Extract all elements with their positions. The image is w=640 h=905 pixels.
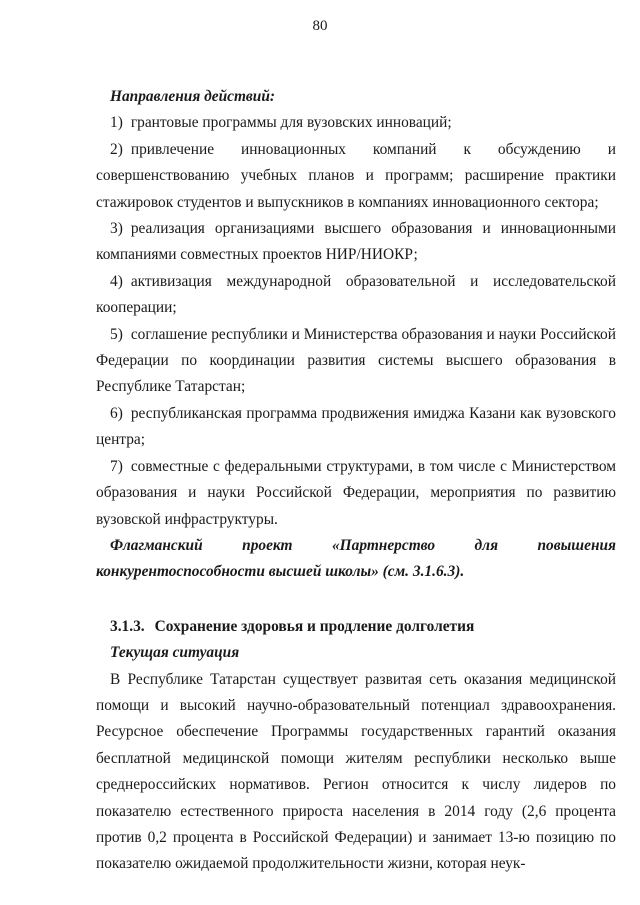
list-item <box>96 137 616 216</box>
list-marker: 5) <box>110 325 123 343</box>
section-title: Сохранение здоровья и продление долголетия <box>154 617 475 635</box>
list-marker: 2) <box>110 140 123 158</box>
flagship-project-note: Флагманский проект «Партнерство для повышения конкурентоспособности высшей школы» (см. 3.1.6.3). <box>96 536 616 581</box>
list-marker: 6) <box>110 404 123 422</box>
body-paragraph: В Республике Татарстан существует развитая сеть оказания медицинской помощи и высокий научно-образовательный потенциал здравоохранения. Ресурсное обеспечение Программы государственных гарантий оказания бесплатной медицинской помощи жителям республики несколько выше среднероссийских нормативов. Регион относится к числу лидеров по показателю естественного прироста населения в 2014 году (2,6 процента против 0,2 процента в Российской Федерации) и занимает 13-ю позицию по показателю ожидаемой продолжительности жизни, которая неук- <box>96 670 616 873</box>
list-item <box>96 454 616 533</box>
list-item <box>96 110 616 136</box>
section-heading <box>96 614 616 640</box>
list-item <box>96 322 616 401</box>
list-item-text: совместные с федеральными структурами, в том числе с Министерством образования и науки Российской Федерации, мероприятия по развитию вузовской инфраструктуры. <box>96 457 616 528</box>
list-marker: 4) <box>110 272 123 290</box>
list-item <box>96 216 616 269</box>
page-number: 80 <box>312 18 328 34</box>
list-item-text: активизация международной образовательной и исследовательской кооперации; <box>96 272 616 317</box>
directions-heading: Направления действий: <box>110 88 276 105</box>
subsection-heading: Текущая ситуация <box>110 644 240 662</box>
list-marker: 7) <box>110 457 123 475</box>
list-item-text: реализация организациями высшего образования и инновационными компаниями совместных проектов НИР/НИОКР; <box>96 220 616 264</box>
list-item-text: республиканская программа продвижения имиджа Казани как вузовского центра; <box>96 404 616 449</box>
list-item-text: соглашение республики и Министерства образования и науки Российской Федерации по координации развития системы высшего образования в Республике Татарстан; <box>96 325 616 396</box>
list-item <box>96 401 616 454</box>
list-item <box>96 269 616 322</box>
section-number: 3.1.3. <box>110 617 145 635</box>
list-item-text: грантовые программы для вузовских инноваций; <box>130 114 452 132</box>
document-body <box>96 84 616 878</box>
list-marker: 3) <box>110 220 123 238</box>
list-marker: 1) <box>110 114 123 132</box>
list-item-text: привлечение инновационных компаний к обсуждению и совершенствованию учебных планов и программ; расширение практики стажировок студентов и выпускников в компаниях инновационного сектора; <box>96 140 616 211</box>
